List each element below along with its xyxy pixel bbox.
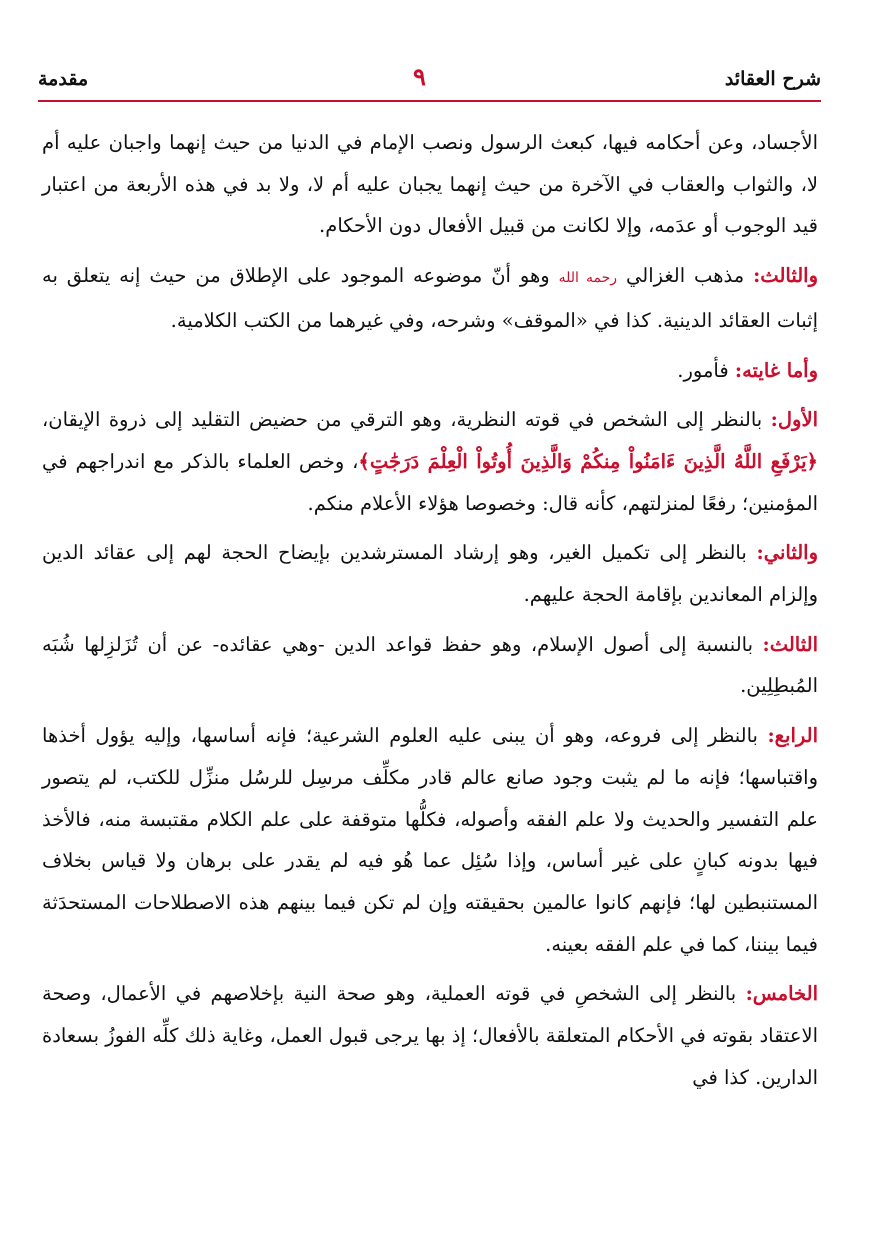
paragraph-7 (42, 715, 818, 965)
paragraph-heading: والثالث: (753, 264, 818, 288)
paragraph-8 (42, 973, 818, 1098)
paragraph-text: ، وخص العلماء بالذكر مع اندراجهم في المؤمنين؛ رفعًا لمنزلتهم، كأنه قال: وخصوصا هؤلاء الأعلام منكم. (42, 449, 818, 515)
paragraph-heading: الخامس: (745, 982, 818, 1006)
paragraph-text: بالنظر إلى فروعه، وهو أن يبنى عليه العلوم الشرعية؛ فإنه أساسها، وإليه يؤول أخذها واقتباسها؛ فإنه ما لم يثبت وجود صانع عالم قادر مكلِّف مرسِل للرسُل منزِّل للكتب، لم يتصور علم التفسير والحديث ولا علم الفقه وأصوله، فكلُّها متوقفة على علم الكلام مقتبسة منه، فالأخذ فيها بدونه كبانٍ على غير أساس، وإذا سُئِل عما هُو فيه لم يقدر على برهان ولا قياس بخلاف المستنبطين لها؛ فإنهم كانوا عالمين بحقيقته وإن لم تكن فيما بينهم هذه الاصطلاحات المستحدَثة فيما بيننا، كما في علم الفقه بعينه. (42, 724, 818, 956)
paragraph-heading: وأما غايته: (734, 358, 818, 382)
page-number: ٩ (413, 62, 426, 91)
page-header (38, 62, 821, 96)
paragraph-text: بالنسبة إلى أصول الإسلام، وهو حفظ قواعد الدين -وهي عقائده- عن أن تُزَلزِلها شُبَه المُبطِلِين. (42, 632, 818, 698)
paragraph-text: فأمور. (677, 358, 735, 382)
paragraph-text: بالنظر إلى الشخصِ في قوته العملية، وهو صحة النية بإخلاصهم في الأعمال، وصحة الاعتقاد بقوته في الأحكام المتعلقة بالأفعال؛ إذ بها يرجى قبول العمل، وغاية ذلك كلِّه الفوزُ بسعادة الدارين. كذا في (42, 982, 818, 1089)
paragraph-4 (42, 399, 818, 524)
paragraph-3 (42, 350, 818, 392)
paragraph-text: بالنظر إلى الشخص في قوته النظرية، وهو الترقي من حضيض التقليد إلى ذروة الإيقان، (42, 408, 771, 432)
section-title: مقدمة (38, 68, 89, 90)
paragraph-6 (42, 624, 818, 707)
honorific-symbol: رحمه الله (558, 270, 618, 287)
page-body (42, 122, 818, 1106)
quran-verse: ﴿يَرْفَعِ اللَّهُ الَّذِينَ ءَامَنُواْ مِنكُمْ وَالَّذِينَ أُوتُواْ الْعِلْمَ دَرَجَٰتٍ﴾ (358, 449, 818, 473)
paragraph-text: الأجساد، وعن أحكامه فيها، كبعث الرسول ونصب الإمام في الدنيا من حيث إنهما واجبان عليه أم لا، والثواب والعقاب في الآخرة من حيث إنهما يجبان عليه أم لا، ولا بد في هذه الأربعة من اعتبار قيد الوجوب أو عدَمه، وإلا لكانت من قبيل الأفعال دون الأحكام. (42, 131, 818, 238)
paragraph-heading: الرابع: (767, 724, 818, 748)
paragraph-text: مذهب الغزالي (617, 264, 754, 288)
paragraph-5 (42, 532, 818, 615)
header-rule (38, 100, 821, 102)
paragraph-text: وهو أنّ موضوعه الموجود على الإطلاق من حيث إنه يتعلق به إثبات العقائد الدينية. كذا في «الموقف» وشرحه، وفي غيرهما من الكتب الكلامية. (42, 264, 818, 332)
paragraph-2 (42, 255, 818, 341)
paragraph-text: بالنظر إلى تكميل الغير، وهو إرشاد المسترشدين بإيضاح الحجة لهم إلى عقائد الدين وإلزام المعاندين بإقامة الحجة عليهم. (42, 541, 818, 607)
paragraph-heading: والثاني: (756, 541, 818, 565)
paragraph-heading: الثالث: (762, 632, 818, 656)
paragraph-heading: الأول: (770, 408, 818, 432)
paragraph-1 (42, 122, 818, 247)
book-title: شرح العقائد (724, 68, 821, 90)
